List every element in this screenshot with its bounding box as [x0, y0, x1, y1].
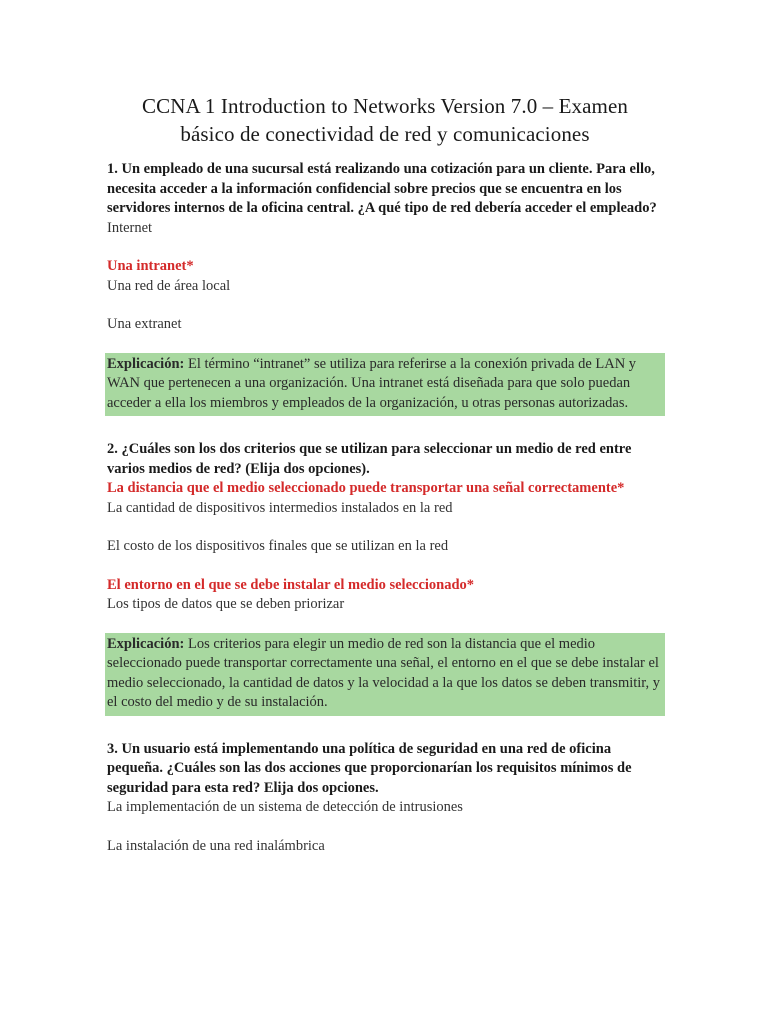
answer-option-correct: Una intranet*	[107, 258, 194, 274]
title-line-2: básico de conectividad de red y comunicaciones	[180, 122, 590, 146]
explanation-text: El término “intranet” se utiliza para referirse a la conexión privada de LAN y WAN que pertenecen a una organización. Una intranet está diseñada para que solo puedan acceder a ella los miembros y empleados de la organización, u otras personas autorizadas.	[107, 355, 637, 411]
title-line-1: CCNA 1 Introduction to Networks Version 7.0 – Examen	[141, 94, 628, 118]
answer-option: Los tipos de datos que se deben priorizar	[107, 596, 345, 612]
explanation-label: Explicación:	[107, 635, 185, 652]
document-title	[107, 92, 663, 148]
answer-option: La implementación de un sistema de detección de intrusiones	[107, 799, 463, 815]
question-block-3	[107, 740, 663, 857]
question-block-2	[107, 440, 663, 716]
answer-option-correct: La distancia que el medio seleccionado puede transportar una señal correctamente*	[107, 480, 625, 496]
answer-option: Una extranet	[107, 316, 182, 332]
answer-option: El costo de los dispositivos finales que se utilizan en la red	[107, 538, 449, 554]
question-block-1	[107, 160, 663, 416]
question-text: 2. ¿Cuáles son los dos criterios que se utilizan para seleccionar un medio de red entre varios medios de red? (Elija dos opciones).	[107, 441, 632, 477]
answer-option: Una red de área local	[107, 277, 231, 294]
explanation-text: Los criterios para elegir un medio de red son la distancia que el medio seleccionado puede transportar correctamente una señal, el entorno en el que se debe instalar el medio seleccionado, la cantidad de datos y la velocidad a la que los datos se deben transmitir, y el costo del medio y de su instalación.	[107, 635, 661, 710]
answer-option: La instalación de una red inalámbrica	[107, 837, 325, 854]
question-text: 1. Un empleado de una sucursal está realizando una cotización para un cliente. Para ello, necesita acceder a la información confidencial sobre precios que se encuentra en los servidores internos de la oficina central. ¿A qué tipo de red debería acceder el empleado?	[107, 161, 657, 216]
explanation-box	[105, 633, 665, 716]
answer-option-correct: El entorno en el que se debe instalar el medio seleccionado*	[107, 576, 475, 593]
explanation-label: Explicación:	[107, 355, 185, 372]
question-text: 3. Un usuario está implementando una política de seguridad en una red de oficina pequeña. ¿Cuáles son las dos acciones que proporcionarían los requisitos mínimos de seguridad para esta red? Elija dos opciones.	[107, 740, 632, 796]
explanation-box	[105, 353, 665, 417]
answer-option: Internet	[107, 219, 153, 236]
answer-option: La cantidad de dispositivos intermedios instalados en la red	[107, 499, 453, 516]
